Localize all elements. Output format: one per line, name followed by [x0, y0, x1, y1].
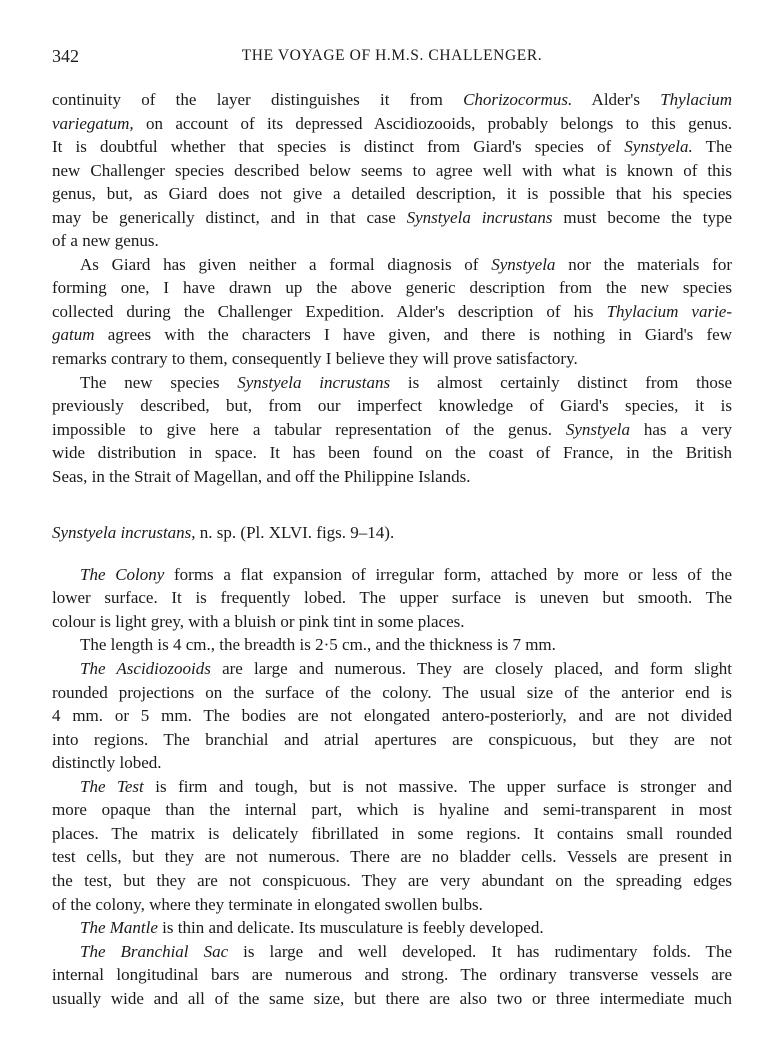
- text-line: [52, 775, 732, 799]
- text-run: more opaque than the internal part, which is hyaline and semi-transparent in most: [52, 800, 732, 820]
- running-header: [52, 46, 732, 70]
- paragraph: [52, 633, 732, 657]
- text-line: [52, 418, 732, 442]
- page-body: [52, 88, 732, 1010]
- text-run: previously described, but, from our imperfect knowledge of Giard's species, it is: [52, 396, 732, 416]
- spacer: [52, 488, 732, 521]
- text-run: is firm and tough, but is not massive. The upper surface is stronger and: [143, 776, 732, 796]
- text-line: [52, 845, 732, 869]
- paragraph: [52, 916, 732, 940]
- text-run: usually wide and all of the same size, but there are also two or three intermediate much: [52, 988, 732, 1008]
- text-run: new Challenger species described below seems to agree well with what is known of this: [52, 160, 732, 180]
- text-line: [52, 394, 732, 418]
- text-run: forms a flat expansion of irregular form, attached by more or less of the: [164, 564, 732, 584]
- italic-term: Synstyela incrustans: [237, 372, 391, 392]
- italic-term: Synstyela incrustans: [406, 207, 553, 227]
- text-run: test cells, but they are not numerous. There are no bladder cells. Vessels are present in: [52, 847, 732, 867]
- paragraph: [52, 563, 732, 634]
- text-run: As Giard has given neither a formal diagnosis of: [80, 254, 492, 274]
- text-run: must become the type: [552, 207, 732, 227]
- text-line: [52, 704, 732, 728]
- text-run: The new species: [80, 372, 238, 392]
- italic-term: The Colony: [80, 564, 165, 584]
- text-line: [52, 657, 732, 681]
- text-line: [52, 371, 732, 395]
- italic-term: gatum: [52, 325, 95, 345]
- text-run: is almost certainly distinct from those: [390, 372, 732, 392]
- text-line: [52, 347, 732, 371]
- text-line: [52, 633, 732, 657]
- text-run: collected during the Challenger Expedition. Alder's description of his: [52, 301, 607, 321]
- text-line: [52, 610, 732, 634]
- italic-term: The Mantle: [80, 918, 158, 938]
- text-run: impossible to give here a tabular representation of the genus.: [52, 419, 566, 439]
- text-line: [52, 798, 732, 822]
- spacer: [52, 545, 732, 563]
- text-line: [52, 135, 732, 159]
- text-line: [52, 893, 732, 917]
- text-line: [52, 323, 732, 347]
- text-run: of the colony, where they terminate in elongated swollen bulbs.: [52, 894, 483, 914]
- text-line: [52, 206, 732, 230]
- text-run: forming one, I have drawn up the above generic description from the new species: [52, 278, 732, 298]
- paragraph: [52, 253, 732, 371]
- text-line: [52, 465, 732, 489]
- text-line: [52, 229, 732, 253]
- text-run: the test, but they are not conspicuous. They are very abundant on the spreading edges: [52, 870, 732, 890]
- text-run: It is doubtful whether that species is distinct from Giard's species of: [52, 137, 625, 157]
- italic-term: The Test: [80, 776, 144, 796]
- text-line: [52, 563, 732, 587]
- text-run: distinctly lobed.: [52, 753, 162, 773]
- text-line: [52, 300, 732, 324]
- text-line: [52, 586, 732, 610]
- italic-term: Synstyela: [565, 419, 631, 439]
- text-run: Seas, in the Strait of Magellan, and off the Philippine Islands.: [52, 466, 471, 486]
- paragraph: [52, 88, 732, 253]
- text-run: are large and numerous. They are closely placed, and form slight: [210, 659, 732, 679]
- text-line: [52, 916, 732, 940]
- text-run: nor the materials for: [555, 254, 732, 274]
- text-run: The length is 4 cm., the breadth is 2·5 cm., and the thickness is 7 mm.: [80, 635, 556, 655]
- paragraph: [52, 657, 732, 775]
- italic-term: Synstyela incrustans,: [52, 523, 196, 543]
- text-line: [52, 182, 732, 206]
- text-run: 4 mm. or 5 mm. The bodies are not elongated antero-posteriorly, and are not divided: [52, 706, 732, 726]
- text-line: [52, 987, 732, 1011]
- text-line: [52, 869, 732, 893]
- text-run: remarks contrary to them, consequently I believe they will prove satisfactory.: [52, 349, 578, 369]
- italic-term: variegatum,: [52, 113, 134, 133]
- text-line: [52, 276, 732, 300]
- text-run: n. sp. (Pl. XLVI. figs. 9–14).: [195, 523, 395, 543]
- text-line: [52, 159, 732, 183]
- paragraph: [52, 521, 732, 545]
- text-run: lower surface. It is frequently lobed. The upper surface is uneven but smooth. The: [52, 588, 732, 608]
- text-line: [52, 112, 732, 136]
- italic-term: Thylacium varie-: [606, 301, 732, 321]
- page-number: 342: [52, 46, 79, 66]
- text-line: [52, 88, 732, 112]
- italic-term: Chorizocormus.: [463, 90, 573, 109]
- text-run: is large and well developed. It has rudimentary folds. The: [228, 941, 732, 961]
- text-line: [52, 751, 732, 775]
- paragraph: [52, 371, 732, 489]
- text-run: Alder's: [572, 90, 661, 109]
- text-line: [52, 963, 732, 987]
- text-line: [52, 521, 732, 545]
- text-run: into regions. The branchial and atrial apertures are conspicuous, but they are not: [52, 729, 732, 749]
- italic-term: Synstyela.: [624, 137, 693, 157]
- text-run: places. The matrix is delicately fibrillated in some regions. It contains small rounded: [52, 823, 732, 843]
- text-run: of a new genus.: [52, 231, 159, 251]
- text-line: [52, 681, 732, 705]
- italic-term: Synstyela: [491, 254, 556, 274]
- text-run: continuity of the layer distinguishes it from: [52, 90, 464, 109]
- text-run: has a very: [630, 419, 732, 439]
- text-run: agrees with the characters I have given, and there is nothing in Giard's few: [94, 325, 732, 345]
- italic-term: The Ascidiozooids: [80, 659, 211, 679]
- text-run: wide distribution in space. It has been found on the coast of France, in the British: [52, 443, 732, 463]
- text-run: The: [692, 137, 732, 157]
- text-run: genus, but, as Giard does not give a detailed description, it is possible that his species: [52, 184, 732, 204]
- text-run: on account of its depressed Ascidiozooids, probably belongs to this genus.: [133, 113, 732, 133]
- running-title: THE VOYAGE OF H.M.S. CHALLENGER.: [241, 47, 543, 64]
- paragraph: [52, 775, 732, 916]
- text-run: rounded projections on the surface of the colony. The usual size of the anterior end is: [52, 682, 732, 702]
- text-run: internal longitudinal bars are numerous and strong. The ordinary transverse vessels are: [52, 965, 732, 985]
- text-line: [52, 940, 732, 964]
- text-line: [52, 728, 732, 752]
- paragraph: [52, 940, 732, 1011]
- text-line: [52, 822, 732, 846]
- text-run: may be generically distinct, and in that case: [52, 207, 407, 227]
- italic-term: The Branchial Sac: [80, 941, 229, 961]
- text-line: [52, 441, 732, 465]
- italic-term: Thylacium: [660, 90, 732, 109]
- text-run: colour is light grey, with a bluish or pink tint in some places.: [52, 611, 465, 631]
- text-run: is thin and delicate. Its musculature is feebly developed.: [157, 918, 544, 938]
- text-line: [52, 253, 732, 277]
